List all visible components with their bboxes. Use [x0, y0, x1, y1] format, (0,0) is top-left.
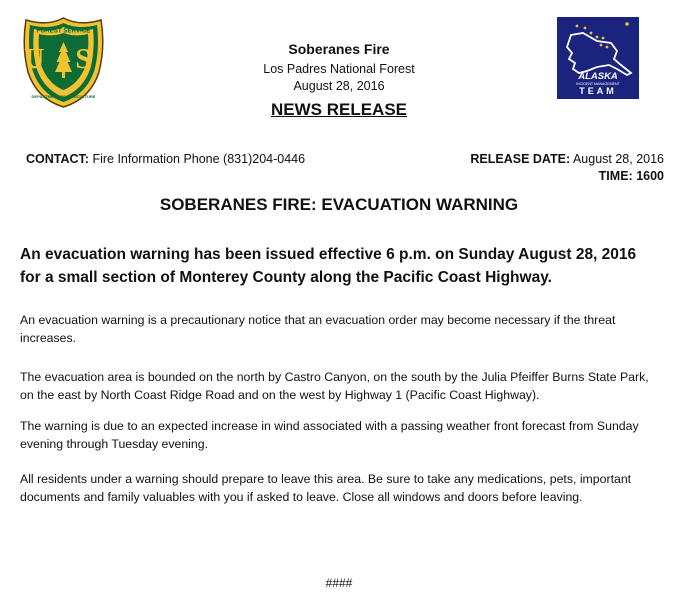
release-date-line — [470, 151, 664, 168]
body-paragraph: The warning is due to an expected increase in wind associated with a passing weather front forecast from Sunday evening through Tuesday evening. — [20, 419, 639, 451]
release-time-label: TIME: — [598, 169, 633, 183]
end-mark: #### — [325, 576, 353, 590]
body-paragraph: An evacuation warning is a precautionary notice that an evacuation order may become necessary if the threat increases. — [20, 313, 616, 345]
body-paragraph: The evacuation area is bounded on the north by Castro Canyon, on the south by the Julia Pfeiffer Burns State Park, on the east by North Coast Ridge Road and on the west by Highway 1 (Pacific Coast Highway). — [20, 370, 649, 402]
lead-paragraph: An evacuation warning has been issued effective 6 p.m. on Sunday August 28, 2016 for a small section of Monterey County along the Pacific Coast Highway. — [20, 246, 637, 286]
header-date: August 28, 2016 — [293, 79, 385, 93]
release-time-value: 1600 — [636, 169, 664, 183]
usfs-top-text: FOREST SERVICE — [36, 27, 91, 35]
alaska-line3: TEAM — [579, 86, 617, 96]
release-header — [0, 40, 678, 121]
release-date-value: August 28, 2016 — [572, 152, 664, 166]
fire-name: Soberanes Fire — [288, 41, 390, 57]
usfs-letters: U S — [24, 44, 103, 75]
alaska-line1: ALASKA — [578, 71, 618, 82]
body-paragraph: All residents under a warning should prepare to leave this area. Be sure to take any medications, pets, important documents and family valuables with you if asked to leave. Close all windows and doors before leaving. — [20, 472, 632, 504]
contact-value: Fire Information Phone (831)204-0446 — [92, 152, 306, 166]
contact-label: CONTACT: — [26, 152, 89, 166]
news-release-label: NEWS RELEASE — [270, 100, 408, 119]
release-time-line — [470, 168, 664, 185]
alaska-line2: INCIDENT MANAGEMENT — [576, 82, 620, 86]
release-info — [470, 151, 664, 185]
contact-line — [26, 151, 305, 167]
forest-name: Los Padres National Forest — [263, 62, 415, 76]
usfs-bottom-text: DEPARTMENT OF AGRICULTURE — [31, 94, 96, 99]
release-date-label: RELEASE DATE: — [470, 152, 571, 166]
headline: SOBERANES FIRE: EVACUATION WARNING — [159, 195, 519, 214]
